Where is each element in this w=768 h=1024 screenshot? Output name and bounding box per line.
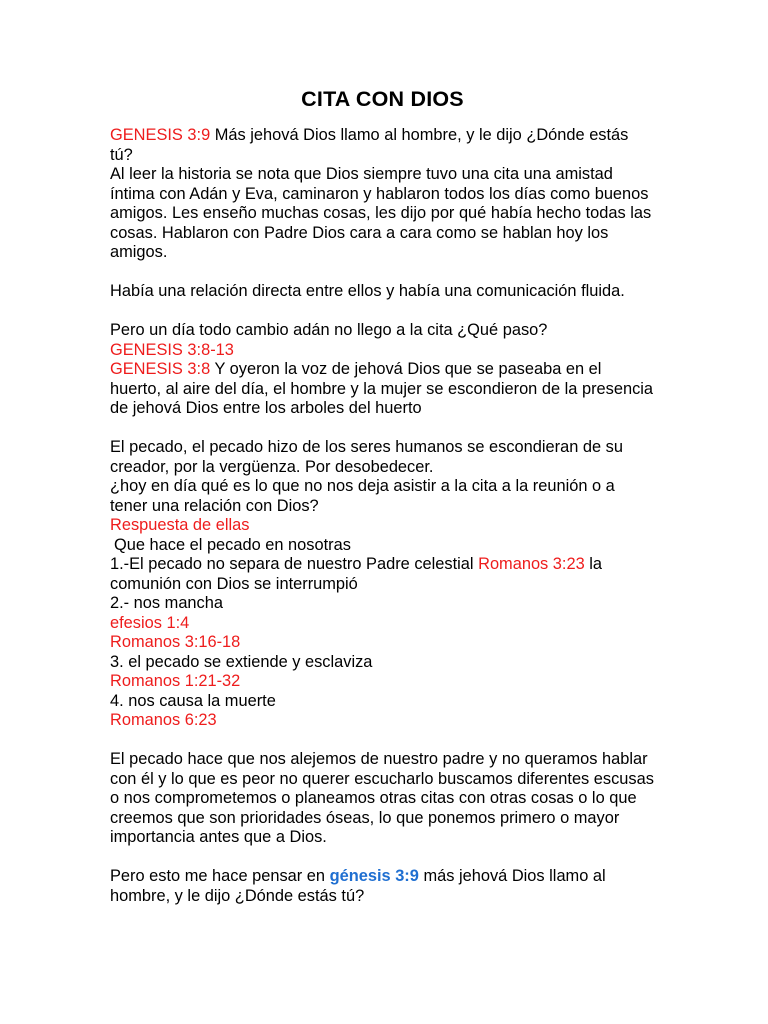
- paragraph-genesis-3-9: [110, 126, 655, 165]
- bible-reference-romanos-6-23: Romanos 6:23: [110, 711, 217, 729]
- document-page: [110, 86, 655, 906]
- paragraph-pensar: [110, 867, 655, 906]
- list-item-text: la comunión con Dios se interrumpió: [110, 555, 603, 593]
- bible-reference-link: génesis 3:9: [329, 867, 419, 885]
- paragraph-pero-un-dia: Pero un día todo cambio adán no llego a la cita ¿Qué paso?: [110, 321, 548, 339]
- paragraph-gap: [110, 302, 655, 322]
- bible-reference-romanos-1-21: Romanos 1:21-32: [110, 672, 241, 690]
- paragraph-text: Y oyeron la voz de jehová Dios que se paseaba en el huerto, al aire del día, el hombre y la mujer se escondieron de la presencia de jehová Dios entre los arboles del huerto: [110, 360, 654, 417]
- bible-reference: Romanos 3:23: [478, 555, 585, 573]
- paragraph-el-pecado: El pecado, el pecado hizo de los seres humanos se escondieran de su creador, por la vergüenza. Por desobedecer.: [110, 438, 623, 476]
- paragraph-hoy-en-dia: ¿hoy en día qué es lo que no nos deja asistir a la cita a la reunión o a tener una relación con Dios?: [110, 477, 615, 515]
- list-item-text: 1.-El pecado no separa de nuestro Padre celestial: [110, 555, 479, 573]
- paragraph-gap: [110, 848, 655, 868]
- bible-reference: GENESIS 3:9: [110, 126, 211, 144]
- list-item-4: 4. nos causa la muerte: [110, 691, 276, 710]
- bible-reference-genesis-3-8-13: GENESIS 3:8-13: [110, 340, 234, 359]
- list-item-1: [110, 555, 655, 594]
- list-item-2: 2.- nos mancha: [110, 594, 223, 612]
- que-hace-heading: Que hace el pecado en nosotras: [114, 535, 351, 554]
- paragraph-gap: [110, 419, 655, 439]
- paragraph-genesis-3-8: [110, 360, 655, 419]
- paragraph-text: más jehová Dios llamo al hombre, y le dijo ¿Dónde estás tú?: [110, 867, 606, 905]
- bible-reference: GENESIS 3:8: [110, 360, 211, 378]
- paragraph-gap: [110, 263, 655, 283]
- paragraph-text: Pero esto me hace pensar en: [110, 867, 330, 885]
- paragraph-text: Más jehová Dios llamo al hombre, y le dijo ¿Dónde estás tú?: [110, 126, 629, 164]
- respuesta-label: Respuesta de ellas: [110, 516, 250, 534]
- document-title: CITA CON DIOS: [301, 87, 464, 111]
- paragraph-historia: Al leer la historia se nota que Dios siempre tuvo una cita una amistad íntima con Adán y Eva, caminaron y hablaron todos los días como buenos amigos. Les enseño muchas cosas, les dijo por qué había hecho todas las cosas. Hablaron con Padre Dios cara a cara como se hablan hoy los amigos.: [110, 165, 652, 261]
- paragraph-alejemos: El pecado hace que nos alejemos de nuestro padre y no queramos hablar con él y lo que es peor no querer escucharlo buscamos diferentes escusas o nos comprometemos o planeamos otras citas con otras cosas o lo que creemos que son prioridades óseas, lo que ponemos primero o mayor importancia antes que a Dios.: [110, 750, 654, 846]
- bible-reference-romanos-3-16: Romanos 3:16-18: [110, 633, 241, 651]
- paragraph-gap: [110, 731, 655, 751]
- paragraph-relacion: Había una relación directa entre ellos y había una comunicación fluida.: [110, 282, 625, 300]
- list-item-3: 3. el pecado se extiende y esclaviza: [110, 652, 373, 671]
- bible-reference-efesios: efesios 1:4: [110, 613, 190, 632]
